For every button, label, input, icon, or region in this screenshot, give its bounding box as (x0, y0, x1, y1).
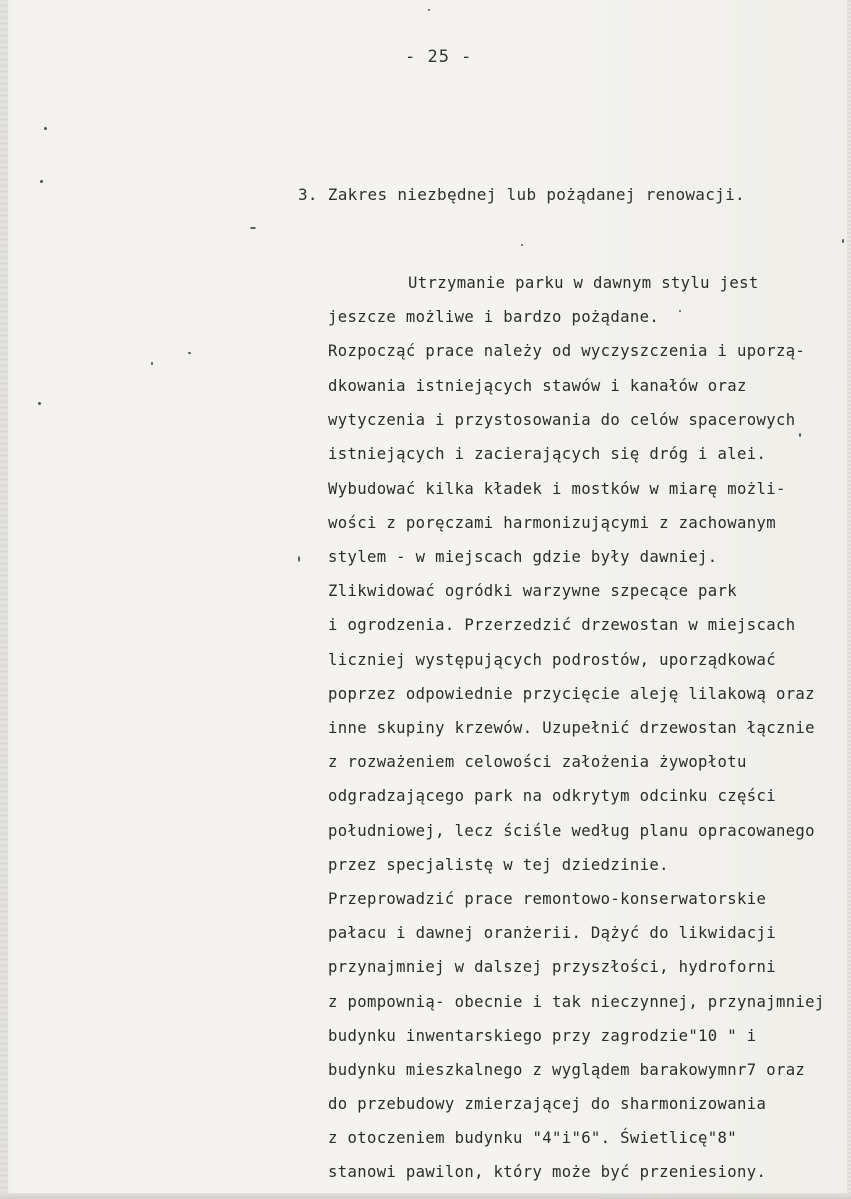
text-line: Wybudować kilka kładek i mostków w miarę możli- (328, 480, 786, 498)
scan-speck (428, 9, 430, 11)
text-line: poprzez odpowiednie przycięcie aleję lilakową oraz (328, 685, 815, 703)
text-line: dkowania istniejących stawów i kanałów oraz (328, 377, 747, 395)
text-line: z otoczeniem budynku "4"i"6". Świetlicę"8" (328, 1129, 738, 1147)
scan-speck (188, 352, 191, 354)
text-line: południowej, lecz ściśle według planu opracowanego (328, 822, 815, 840)
scan-speck (679, 310, 681, 312)
text-line: z pompownią- obecnie i tak nieczynnej, przynajmniej (328, 993, 825, 1011)
text-line: pałacu i dawnej oranżerii. Dążyć do likwidacji (328, 924, 776, 942)
scan-speck (521, 244, 523, 246)
text-line: budynku mieszkalnego z wyglądem barakowymnr7 oraz (328, 1061, 806, 1079)
scan-speck (44, 127, 47, 130)
text-line: Utrzymanie parku w dawnym stylu jest (408, 274, 759, 292)
page-number: - 25 - (405, 47, 473, 67)
text-line: z rozważeniem celowości założenia żywopłotu (328, 753, 747, 771)
scan-speck (40, 180, 43, 183)
right-page-edge (847, 0, 851, 1199)
text-line: liczniej występujących podrostów, uporządkować (328, 651, 776, 669)
section-heading: 3. Zakres niezbędnej lub pożądanej renowacji. (298, 185, 745, 204)
text-line: odgradzającego park na odkrytym odcinku części (328, 787, 776, 805)
text-line: do przebudowy zmierzającej do sharmonizowania (328, 1095, 767, 1113)
scan-speck (298, 556, 300, 562)
text-line: przynajmniej w dalszej przyszłości, hydroforni (328, 958, 776, 976)
text-line: inne skupiny krzewów. Uzupełnić drzewostan łącznie (328, 719, 815, 737)
text-line: stanowi pawilon, który może być przeniesiony. (328, 1163, 767, 1181)
scan-speck (151, 362, 153, 365)
text-line: przez specjalistę w tej dziedzinie. (328, 856, 669, 874)
text-line: wości z poręczami harmonizującymi z zachowanym (328, 514, 776, 532)
bottom-page-edge (0, 1193, 851, 1199)
text-line: Zlikwidować ogródki warzywne szpecące park (328, 582, 738, 600)
text-line: stylem - w miejscach gdzie były dawniej. (328, 548, 718, 566)
text-line: budynku inwentarskiego przy zagrodzie"10 " i (328, 1027, 757, 1045)
left-page-edge (0, 0, 8, 1199)
scan-speck (842, 239, 844, 243)
text-line: istniejących i zacierających się dróg i alei. (328, 445, 767, 463)
text-line: i ogrodzenia. Przerzedzić drzewostan w miejscach (328, 616, 796, 634)
scan-speck (799, 433, 801, 437)
text-line: Przeprowadzić prace remontowo-konserwatorskie (328, 890, 767, 908)
text-line: wytyczenia i przystosowania do celów spacerowych (328, 411, 796, 429)
text-line: Rozpocząć prace należy od wyczyszczenia i uporzą- (328, 342, 806, 360)
text-line: jeszcze możliwe i bardzo pożądane. (328, 308, 660, 326)
scan-speck (38, 402, 41, 405)
scan-speck (250, 227, 256, 229)
